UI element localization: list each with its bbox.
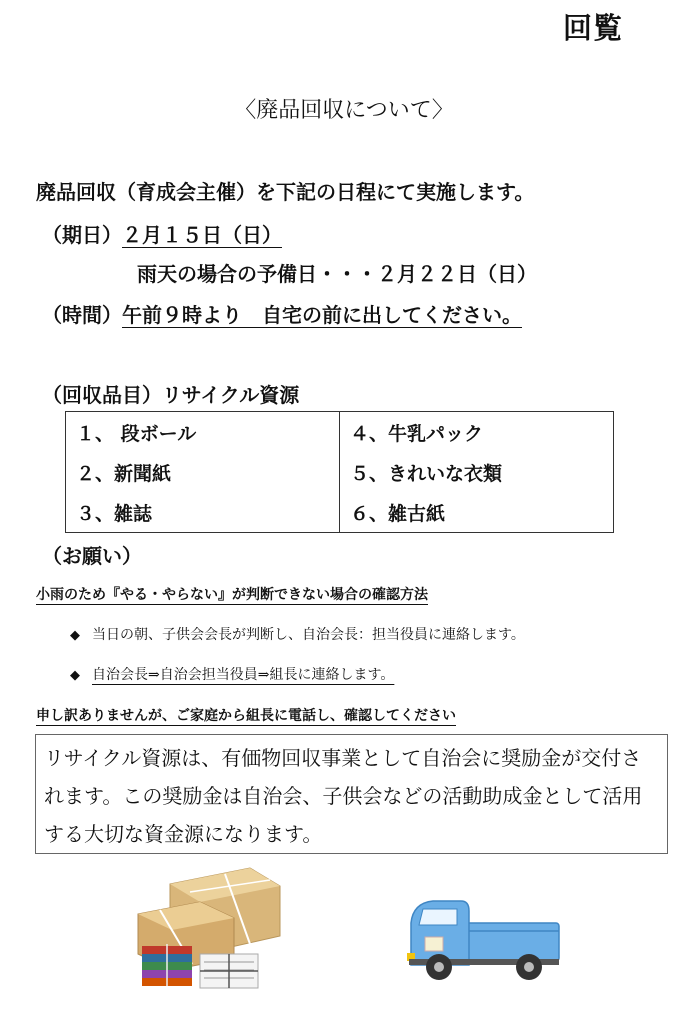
diamond-bullet-icon: ◆ bbox=[70, 628, 80, 643]
document-title: 〈廃品回収について〉 bbox=[234, 98, 454, 123]
bullet-text: 当日の朝、子供会会長が判断し、自治会長：担当役員に連絡します。 bbox=[92, 627, 525, 643]
rain-date-line: 雨天の場合の予備日・・・２月２２日（日） bbox=[137, 262, 537, 286]
time-label: （時間） bbox=[42, 303, 122, 327]
date-label: （期日） bbox=[42, 223, 122, 247]
table-cell: ２、新聞紙 bbox=[66, 452, 340, 492]
items-table bbox=[65, 411, 614, 533]
blue-pickup-truck-illustration bbox=[403, 895, 563, 983]
table-row bbox=[66, 492, 614, 533]
table-row bbox=[66, 412, 614, 453]
diamond-bullet-icon: ◆ bbox=[70, 668, 80, 683]
table-cell: ６、雑古紙 bbox=[340, 492, 614, 533]
bullet-item bbox=[70, 624, 525, 644]
date-value: ２月１５日（日） bbox=[122, 223, 282, 247]
recycling-bundles-illustration bbox=[130, 866, 285, 991]
request-heading: （お願い） bbox=[42, 544, 142, 568]
table-row bbox=[66, 452, 614, 492]
time-value: 午前９時より 自宅の前に出してください。 bbox=[122, 303, 522, 327]
table-cell: ５、きれいな衣類 bbox=[340, 452, 614, 492]
table-cell: １、 段ボール bbox=[66, 412, 340, 453]
bullet-text: 自治会長⇒自治会担当役員⇒組長に連絡します。 bbox=[92, 667, 395, 683]
schedule-date-line bbox=[42, 219, 282, 248]
circular-notice-label: 回覧 bbox=[563, 11, 624, 45]
bullet-item bbox=[70, 664, 394, 684]
table-cell: ３、雑誌 bbox=[66, 492, 340, 533]
info-note-box: リサイクル資源は、有価物回収事業として自治会に奨励金が交付されます。この奨励金は自治会、子供会などの活動助成金として活用する大切な資金源になります。 bbox=[35, 734, 668, 854]
intro-text: 廃品回収（育成会主催）を下記の日程にて実施します。 bbox=[36, 180, 535, 204]
table-cell: ４、牛乳パック bbox=[340, 412, 614, 453]
items-heading: （回収品目）リサイクル資源 bbox=[42, 383, 300, 407]
schedule-time-line bbox=[42, 299, 522, 328]
confirm-method-heading: 小雨のため『やる・やらない』が判断できない場合の確認方法 bbox=[36, 587, 428, 603]
apology-text: 申し訳ありませんが、ご家庭から組長に電話し、確認してください bbox=[36, 708, 456, 724]
